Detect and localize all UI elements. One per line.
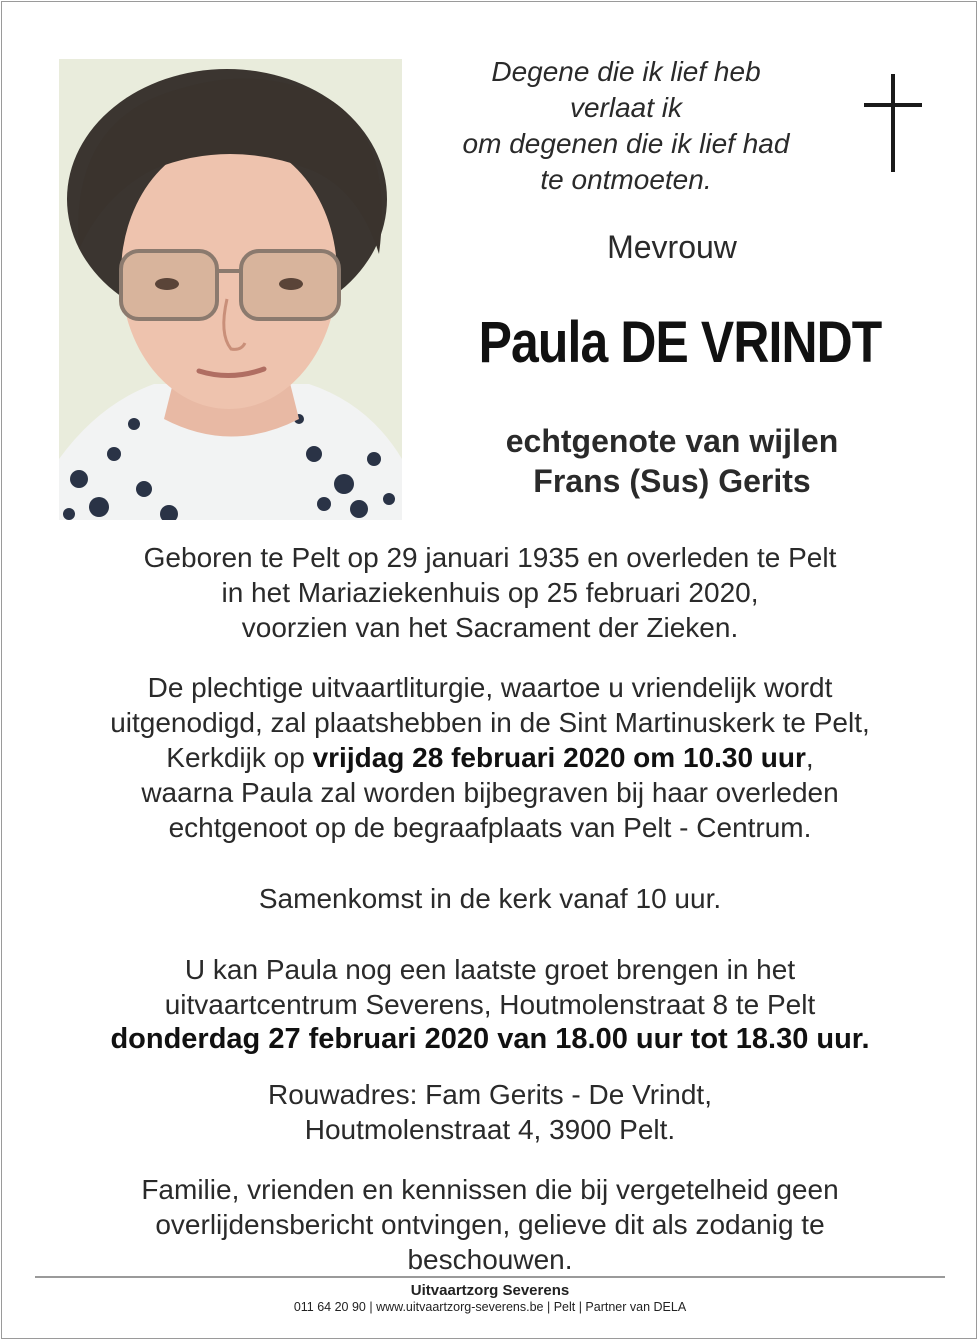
portrait-photo	[59, 59, 402, 520]
family-note	[40, 1172, 940, 1277]
poem-line: Degene die ik lief heb	[491, 56, 761, 87]
poem-line: te ontmoeten.	[540, 164, 712, 195]
funeral-company-name: Uitvaartzorg Severens	[410, 1282, 570, 1299]
spouse-line: echtgenote van wijlen	[505, 423, 839, 459]
poem-line: verlaat ik	[569, 92, 683, 123]
deceased-name: Paula DE VRINDT	[478, 310, 882, 375]
text-line: Geboren te Pelt op 29 januari 1935 en overleden te Pelt	[143, 542, 837, 573]
text-line: Samenkomst in de kerk vanaf 10 uur.	[258, 883, 722, 914]
text-line: U kan Paula nog een laatste groet brengen in het	[184, 954, 796, 985]
text-line: Rouwadres: Fam Gerits - De Vrindt,	[268, 1079, 712, 1110]
text-line: in het Mariaziekenhuis op 25 februari 2020,	[221, 577, 759, 608]
visitation-paragraph	[40, 952, 940, 1057]
text-segment: Kerkdijk op	[166, 742, 313, 773]
poem	[420, 54, 832, 198]
text-line: waarna Paula zal worden bijbegraven bij haar overleden	[141, 777, 839, 808]
spouse-info	[420, 421, 924, 501]
text-line	[40, 740, 940, 775]
mourning-address	[40, 1077, 940, 1147]
text-line: echtgenoot op de begraafplaats van Pelt - Centrum.	[168, 812, 812, 843]
text-line: Houtmolenstraat 4, 3900 Pelt.	[304, 1114, 676, 1145]
liturgy-datetime: vrijdag 28 februari 2020 om 10.30 uur	[312, 742, 806, 773]
meeting-paragraph	[40, 881, 940, 916]
cross-icon	[864, 74, 922, 172]
visitation-datetime: donderdag 27 februari 2020 van 18.00 uur tot 18.30 uur.	[110, 1023, 870, 1055]
liturgy-paragraph	[40, 670, 940, 845]
text-line: beschouwen.	[407, 1244, 573, 1275]
text-line: De plechtige uitvaartliturgie, waartoe u vriendelijk wordt	[147, 672, 833, 703]
portrait-illustration	[59, 59, 402, 520]
text-line: voorzien van het Sacrament der Zieken.	[241, 612, 739, 643]
footer-divider	[35, 1276, 945, 1278]
funeral-company-info: 011 64 20 90 | www.uitvaartzorg-severens.be | Pelt | Partner van DELA	[293, 1300, 687, 1314]
poem-line: om degenen die ik lief had	[462, 128, 790, 159]
honorific: Mevrouw	[607, 229, 737, 265]
text-line: Familie, vrienden en kennissen die bij vergetelheid geen	[141, 1174, 839, 1205]
text-segment: ,	[805, 742, 814, 773]
spouse-line: Frans (Sus) Gerits	[533, 463, 811, 499]
text-line: uitgenodigd, zal plaatshebben in de Sint Martinuskerk te Pelt,	[110, 707, 870, 738]
birth-death-paragraph	[40, 540, 940, 645]
text-line: uitvaartcentrum Severens, Houtmolenstraat 8 te Pelt	[164, 989, 816, 1020]
text-line: overlijdensbericht ontvingen, gelieve dit als zodanig te	[155, 1209, 825, 1240]
